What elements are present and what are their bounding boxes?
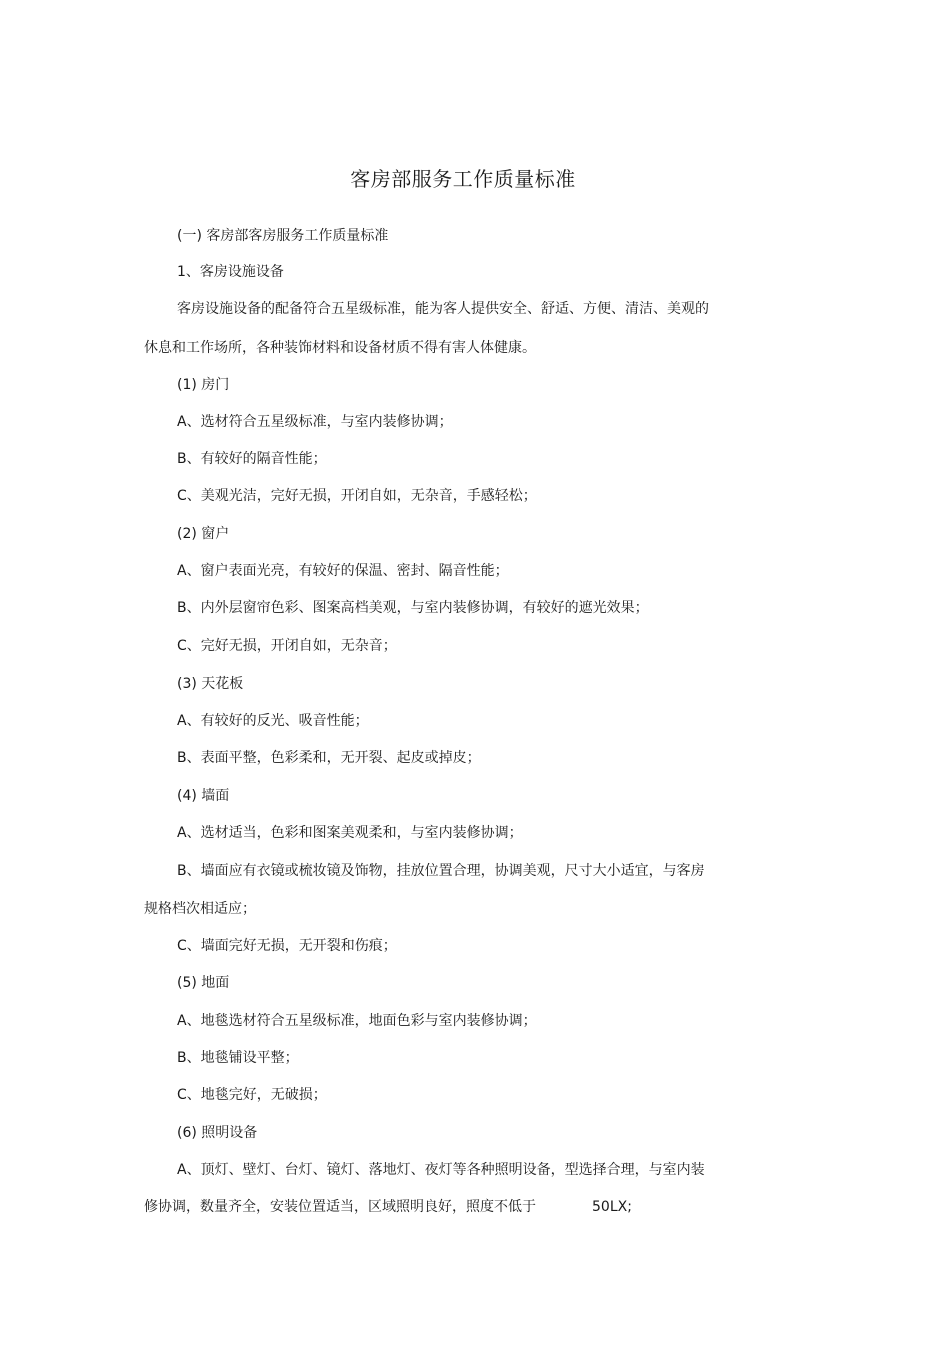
illuminance-value: 50LX; [592,1199,632,1215]
list-item: B、地毯铺设平整； [177,1050,299,1066]
list-item: C、墙面完好无损，无开裂和伤痕； [177,938,397,954]
list-item: C、地毯完好，无破损； [177,1087,327,1103]
item-heading-window: (2) 窗户 [177,526,230,542]
list-item: A、选材符合五星级标准，与室内装修协调； [177,414,453,430]
list-item-text: 修协调，数量齐全，安装位置适当，区域照明良好，照度不低于 [144,1199,536,1215]
paragraph-line: 休息和工作场所，各种装饰材料和设备材质不得有害人体健康。 [144,340,536,356]
item-heading-floor: (5) 地面 [177,975,230,991]
list-item: A、有较好的反光、吸音性能； [177,713,369,729]
list-item: A、窗户表面光亮，有较好的保温、密封、隔音性能； [177,563,509,579]
item-heading-door: (1) 房门 [177,377,230,393]
list-item: B、内外层窗帘色彩、图案高档美观，与室内装修协调，有较好的遮光效果； [177,600,649,616]
list-item: B、有较好的隔音性能； [177,451,327,467]
paragraph-line: 客房设施设备的配备符合五星级标准，能为客人提供安全、舒适、方便、清洁、美观的 [177,301,709,317]
list-item: B、墙面应有衣镜或梳妆镜及饰物，挂放位置合理，协调美观，尺寸大小适宜，与客房 [177,863,705,879]
section-heading: (一) 客房部客房服务工作质量标准 [177,228,389,244]
item-heading-lighting: (6) 照明设备 [177,1125,258,1141]
document-title: 客房部服务工作质量标准 [350,167,576,191]
list-item: A、地毯选材符合五星级标准，地面色彩与室内装修协调； [177,1013,537,1029]
list-item: C、完好无损，开闭自如，无杂音； [177,638,397,654]
item-heading-ceiling: (3) 天花板 [177,676,244,692]
item-heading-wall: (4) 墙面 [177,788,230,804]
list-item: B、表面平整，色彩柔和，无开裂、起皮或掉皮； [177,750,481,766]
list-item: C、美观光洁，完好无损，开闭自如，无杂音，手感轻松； [177,488,537,504]
list-item-continuation: 规格档次相适应； [144,901,256,917]
list-item-continuation [144,1197,632,1217]
list-item: A、选材适当，色彩和图案美观柔和，与室内装修协调； [177,825,523,841]
list-item: A、顶灯、壁灯、台灯、镜灯、落地灯、夜灯等各种照明设备，型选择合理，与室内装 [177,1162,705,1178]
subsection-heading: 1、客房设施设备 [177,264,284,280]
